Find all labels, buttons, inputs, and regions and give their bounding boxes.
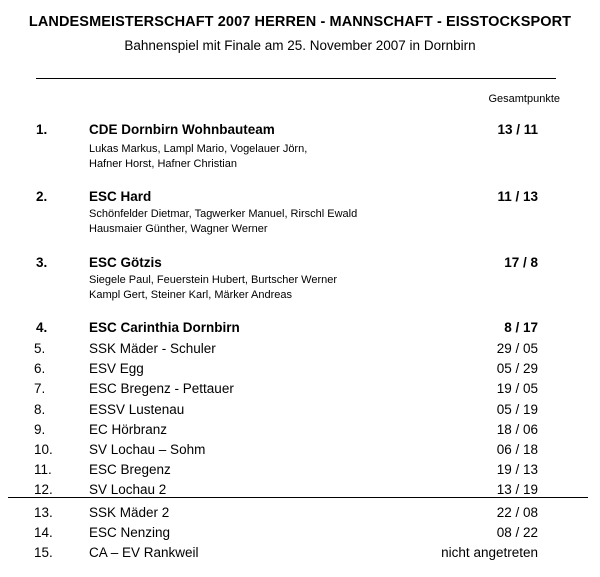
team-name: ESC Bregenz xyxy=(89,462,171,477)
members-line: Schönfelder Dietmar, Tagwerker Manuel, Rirschl Ewald xyxy=(89,208,358,220)
rank: 12. xyxy=(34,482,53,497)
team-name: ESSV Lustenau xyxy=(89,402,185,417)
members-line: Lukas Markus, Lampl Mario, Vogelauer Jörn, xyxy=(89,143,308,155)
rank: 1. xyxy=(36,122,48,137)
team-name: ESC Bregenz - Pettauer xyxy=(89,381,234,396)
members-line: Hafner Horst, Hafner Christian xyxy=(89,158,237,170)
team-name: SSK Mäder 2 xyxy=(89,505,170,520)
score: 11 / 13 xyxy=(497,189,538,204)
team-name: ESC Hard xyxy=(89,189,152,204)
score: 13 / 11 xyxy=(497,122,538,137)
members-line: Siegele Paul, Feuerstein Hubert, Burtscher Werner xyxy=(89,274,338,286)
score: 05 / 19 xyxy=(496,402,538,417)
rank: 6. xyxy=(34,361,46,376)
score: 8 / 17 xyxy=(504,320,538,335)
team-name: SSK Mäder - Schuler xyxy=(89,341,216,356)
rank: 10. xyxy=(34,442,53,457)
score: 19 / 05 xyxy=(496,381,538,396)
rank: 9. xyxy=(34,422,46,437)
score: 29 / 05 xyxy=(496,341,538,356)
page-subtitle: Bahnenspiel mit Finale am 25. November 2007 in Dornbirn xyxy=(124,38,476,53)
rank: 15. xyxy=(34,545,53,560)
team-name: CA – EV Rankweil xyxy=(89,545,199,560)
team-name: SV Lochau – Sohm xyxy=(89,442,206,457)
score: 05 / 29 xyxy=(496,361,538,376)
team-name: ESC Nenzing xyxy=(89,525,171,540)
rank: 2. xyxy=(36,189,48,204)
score: 06 / 18 xyxy=(496,442,538,457)
team-name: ESV Egg xyxy=(89,361,144,376)
team-members xyxy=(89,207,357,237)
score: 17 / 8 xyxy=(504,255,538,270)
members-line: Kampl Gert, Steiner Karl, Märker Andreas xyxy=(89,289,292,301)
rank: 5. xyxy=(34,341,46,356)
team-members xyxy=(89,273,337,303)
team-name: ESC Carinthia Dornbirn xyxy=(89,320,240,335)
score: 22 / 08 xyxy=(496,505,538,520)
team-name: SV Lochau 2 xyxy=(89,482,167,497)
members-line: Hausmaier Günther, Wagner Werner xyxy=(89,223,268,235)
score: 19 / 13 xyxy=(496,462,538,477)
rank: 14. xyxy=(34,525,53,540)
rank: 13. xyxy=(34,505,53,520)
team-name: ESC Götzis xyxy=(89,255,162,270)
relegation-divider xyxy=(8,497,588,498)
team-name: EC Hörbranz xyxy=(89,422,168,437)
rank: 4. xyxy=(36,320,48,335)
score: 18 / 06 xyxy=(496,422,538,437)
rank: 8. xyxy=(34,402,46,417)
team-name: CDE Dornbirn Wohnbauteam xyxy=(89,122,275,137)
column-header-points: Gesamtpunkte xyxy=(488,93,560,105)
score: 13 / 19 xyxy=(496,482,538,497)
rank: 11. xyxy=(34,462,52,477)
rank: 3. xyxy=(36,255,48,270)
top-divider xyxy=(36,78,556,79)
score: 08 / 22 xyxy=(496,525,538,540)
team-members xyxy=(89,142,307,172)
rank: 7. xyxy=(34,381,46,396)
page-title: LANDESMEISTERSCHAFT 2007 HERREN - MANNSCHAFT - EISSTOCKSPORT xyxy=(28,14,572,30)
score: nicht angetreten xyxy=(441,545,538,560)
